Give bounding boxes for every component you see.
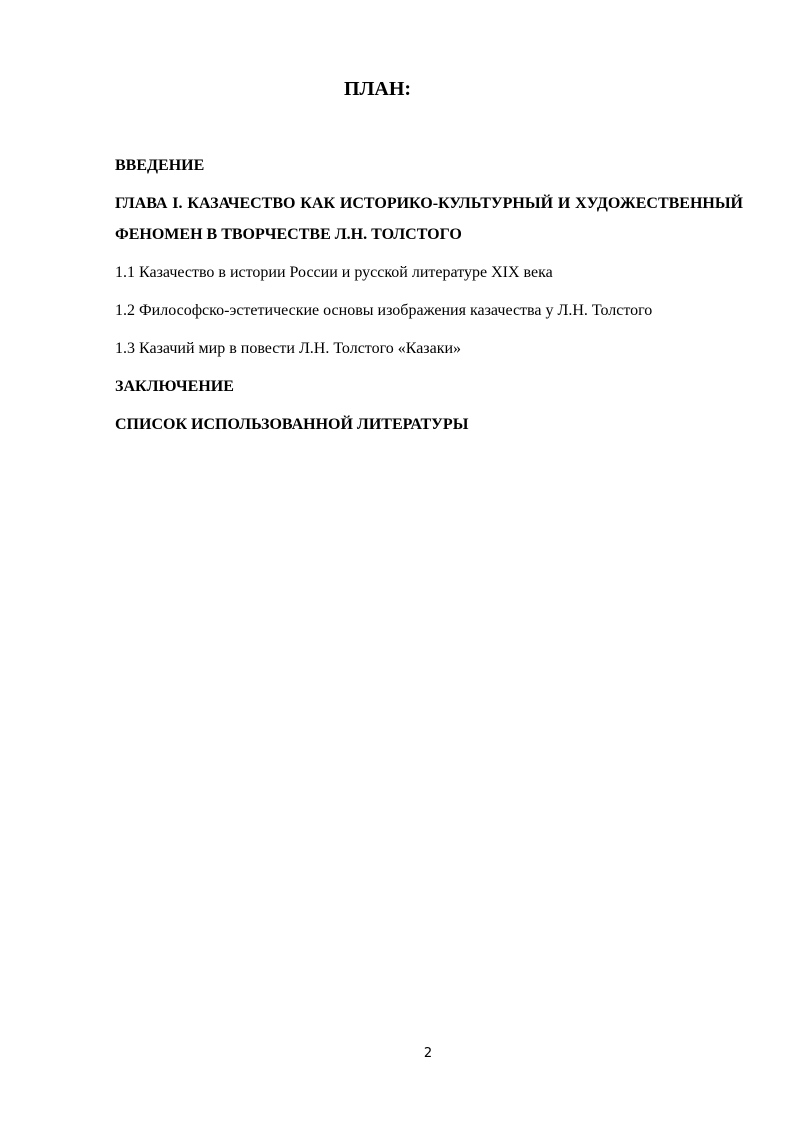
toc-entry-bibliography: СПИСОК ИСПОЛЬЗОВАННОЙ ЛИТЕРАТУРЫ bbox=[115, 416, 469, 433]
toc-entry-section-1-1: 1.1 Казачество в истории России и русской литературе XIX века bbox=[115, 264, 553, 281]
page-number: 2 bbox=[423, 1046, 433, 1061]
toc-entry-section-1-3: 1.3 Казачий мир в повести Л.Н. Толстого «Казаки» bbox=[115, 340, 462, 357]
toc-entry-section-1-2: 1.2 Философско-эстетические основы изображения казачества у Л.Н. Толстого bbox=[115, 302, 653, 319]
page-title: ПЛАН: bbox=[343, 78, 412, 100]
toc-entry-chapter-1: ГЛАВА I. КАЗАЧЕСТВО КАК ИСТОРИКО-КУЛЬТУРНЫЙ И ХУДОЖЕСТВЕННЫЙ ФЕНОМЕН В ТВОРЧЕСТВЕ Л.Н. ТОЛСТОГО bbox=[115, 195, 743, 243]
toc-entry-introduction: ВВЕДЕНИЕ bbox=[115, 157, 205, 174]
toc-entry-conclusion: ЗАКЛЮЧЕНИЕ bbox=[115, 378, 234, 395]
table-of-contents bbox=[115, 150, 743, 447]
